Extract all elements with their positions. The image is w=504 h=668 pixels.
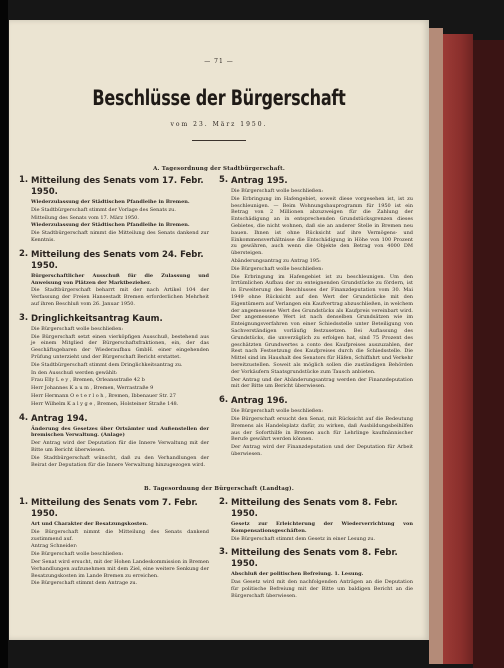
agenda-item-text: Die Bürgerschaft wolle beschließen: — [231, 188, 324, 194]
document-page — [9, 20, 429, 640]
agenda-item-number: 2. — [219, 497, 229, 507]
agenda-item — [219, 395, 413, 458]
agenda-item-text: Der Senat wird ersucht, mit der Hohen Landeskommission in Bremen Verhandlungen aufzunehmen mit dem Ziel, eine weitere Senkung der Besatzungskosten im Lande Bremen zu erreichen. — [31, 558, 209, 579]
book-binding-edge — [473, 40, 504, 668]
title-rule — [192, 140, 246, 141]
agenda-item-title: Antrag 194. — [31, 413, 88, 424]
agenda-item-number: 2. — [19, 248, 29, 259]
agenda-item-text: Abänderungsantrag zu Antrag 195: — [231, 257, 321, 264]
agenda-item-title: Antrag 196. — [231, 396, 288, 407]
agenda-item — [219, 547, 413, 599]
agenda-item-title: Antrag 195. — [231, 176, 288, 186]
agenda-item-text: Die Stadtbürgerschaft stimmt dem Dringlichkeitsantrag zu. — [31, 361, 183, 368]
agenda-item — [19, 175, 209, 244]
agenda-item-subject: Art und Charakter der Besatzungskosten. — [31, 521, 148, 527]
agenda-item-subject: Wiederzulassung der Städtischen Pfandleihe in Bremen. — [31, 222, 190, 229]
agenda-item-text: Die Bürgerschaft wolle beschließen: — [231, 408, 324, 415]
agenda-item-text: Herr Wilhelm K a l y g e , Bremen, Holsteiner Straße 148. — [31, 400, 179, 407]
agenda-item-text: In den Ausschuß werden gewählt: — [31, 369, 118, 376]
agenda-item-title: Mitteilung des Senats vom 7. Febr. 1950. — [31, 498, 198, 519]
agenda-item-number: 3. — [219, 547, 229, 558]
agenda-item-subject: Gesetz zur Erleichterung der Wiederverrichtung von Kompensationsgeschäften. — [231, 521, 413, 534]
agenda-item-text: Die Bürgerschaft wolle beschließen: — [31, 325, 124, 332]
agenda-item-number: 4. — [19, 412, 29, 423]
agenda-item-text: Die Bürgerschaft nimmt die Mitteilung des Senats dankend zustimmend auf. — [31, 528, 209, 542]
agenda-item — [19, 248, 209, 308]
agenda-item-text: Die Erbringung im Hafengebiet ist zu beschleunigen. Um den Irrtümlichen Aufbau der zu enteignenden Grundstücke zu fördern, ist in Erweiterung des Beschlusses der Finanzdeputation vom 30. Mai 1949 ohne Rücksicht auf den Wert der Grundstücke mit den Eigentümern auf Verlangen ein Kaufvertrag abzuschließen, in welchem der angemessene Wert des Grundstücks als Kaufpreis vereinbart wird. Der angemessene Wert ist nach denselben Grundsätzen wie im Enteignungsverfahren von einer Schiedsstelle unter Beteiligung von Sachverständigen vorläufig festzusetzen. Bei Auflassung des Grundstücks, die unverzüglich zu erfolgen hat, sind 75 Prozent des geschätzten Grundwertes a conto des Kaufpreises auszuzahlen, der Rest nach Festsetzung des Kaufpreises durch die Schiedsstelle. Die Mittel sind im Haushalt des Senators für Häfen, Schiffahrt und Verkehr bereitzustellen. Soweit als möglich sollen die zuständigen Behörden der Vorkäufern Staatsgrundstücke zum Tausch anbieten. — [231, 273, 413, 375]
agenda-item-text: Die Bürgerschaft wolle beschließen: — [31, 551, 124, 558]
scan-left-edge — [0, 0, 8, 668]
agenda-item-text: Herr Hermann O e t e r l o h , Bremen, Ibbenauer Str. 27 — [31, 392, 176, 399]
section-b-heading: B. Tagesordnung der Bürgerschaft (Landtag). — [144, 486, 294, 492]
agenda-item-text: Mitteilung des Senats vom 17. März 1950. — [31, 214, 139, 221]
agenda-item-title: Mitteilung des Senats vom 8. Febr. 1950. — [231, 498, 398, 519]
agenda-item-text: Die Bürgerschaft wolle beschließen: — [231, 265, 324, 272]
book-binding-inner — [429, 28, 443, 664]
agenda-item-text: Das Gesetz wird mit den nachfolgenden Anträgen an die Deputation für politische Befreiung mit der Bitte um baldigen Bericht an die Bürgerschaft überwiesen. — [231, 579, 413, 599]
agenda-item-title: Dringlichkeitsantrag Kaum. — [31, 313, 163, 324]
agenda-item-subject: Abschluß der politischen Befreiung. 1. Lesung. — [231, 571, 364, 578]
page-title: Beschlüsse der Bürgerschaft — [92, 86, 346, 110]
agenda-item-text: Die Bürgerschaft ersucht den Senat, mit Rücksicht auf die Bedeutung Bremens als Handelsplatz dafür, zu wirken, daß Ausbildungsbeihilfen aus der Soforthilfe in Bremen auch für Lehrlinge kaufmännischer Berufe gewährt werden können. — [231, 415, 413, 443]
agenda-item — [219, 175, 413, 390]
agenda-item-text: Die Stadtbürgerschaft nimmt die Mitteilung des Senats dankend zur Kenntnis. — [31, 230, 209, 243]
section-b-right-column — [219, 497, 413, 606]
page-subtitle: vom 23. März 1950. — [170, 121, 268, 128]
section-b-left-column — [19, 497, 209, 593]
agenda-item-text: Die Stadtbürgerschaft stimmt der Vorlage des Senats zu. — [31, 206, 176, 213]
agenda-item-title: Mitteilung des Senats vom 8. Febr. 1950. — [231, 548, 398, 570]
agenda-item-text: Frau Elly L e y , Bremen, Orleansstraße 42 b — [31, 377, 145, 384]
section-a-heading: A. Tagesordnung der Stadtbürgerschaft. — [153, 166, 285, 172]
agenda-item-subject: Bürgerschaftlicher Ausschuß für die Zulassung und Anweisung von Plätzen der Marktbezieher. — [31, 272, 209, 286]
book-binding-spine — [443, 34, 473, 664]
agenda-item-text: Die Bürgerschaft stimmt dem Gesetz in einer Lesung zu. — [231, 535, 376, 542]
agenda-item-number: 1. — [19, 175, 29, 185]
agenda-item-text: Antrag Schneider: — [31, 543, 78, 550]
agenda-item-text: Der Antrag und der Abänderungsantrag werden der Finanzdeputation mit der Bitte um Bericht überwiesen. — [231, 376, 413, 390]
agenda-item — [19, 412, 209, 469]
agenda-item-number: 5. — [219, 175, 229, 185]
agenda-item-text: Die Stadtbürgerschaft beharrt mit der nach Artikel 104 der Verfassung der Freien Hansestadt Bremen erforderlichen Mehrheit auf ihren Beschluß vom 26. Januar 1950. — [31, 287, 209, 307]
section-a-right-column — [219, 175, 413, 464]
agenda-item-text: Herr Johannes K a u m , Bremen, Werrastraße 9 — [31, 385, 154, 392]
agenda-item-text: Der Antrag wird der Finanzdeputation und der Deputation für Arbeit überwiesen. — [231, 444, 413, 457]
agenda-item — [19, 312, 209, 408]
agenda-item-subject: Wiederzulassung der Städtischen Pfandleihe in Bremen. — [31, 199, 190, 205]
section-a-left-column — [19, 175, 209, 474]
agenda-item-text: Die Bürgerschaft stimmt dem Antrage zu. — [31, 580, 138, 587]
agenda-item-text: Die Stadtbürgerschaft wünscht, daß zu den Verhandlungen der Beirat der Deputation für die Innere Verwaltung hinzugezogen wird. — [31, 454, 209, 468]
agenda-item-subject: Änderung des Gesetzes über Ortsämter und Außenstellen der bremischen Verwaltung. (Anlage) — [31, 425, 209, 439]
agenda-item-number: 6. — [219, 395, 229, 406]
page-number: — 71 — — [204, 58, 234, 65]
agenda-item-title: Mitteilung des Senats vom 17. Febr. 1950. — [31, 176, 204, 197]
agenda-item — [219, 497, 413, 542]
agenda-item — [19, 497, 209, 587]
agenda-item-text: Die Bürgerschaft setzt einen vierköpfigen Ausschuß, bestehend aus je einem Mitglied der Bürgerschaftsfraktionen, ein, der das Geschäftsgebaren der Wiederaufbau GmbH. einer eingehenden Prüfung unterzieht und der Bürgerschaft Bericht erstattet. — [31, 333, 209, 360]
agenda-item-number: 3. — [19, 312, 29, 323]
agenda-item-number: 1. — [19, 497, 29, 507]
agenda-item-title: Mitteilung des Senats vom 24. Febr. 1950. — [31, 249, 204, 271]
agenda-item-text: Die Erbringung im Hafengebiet, soweit diese vorgesehen ist, ist zu beschleunigen. — Beim Wohnungsbauprogramm für 1950 ist ein Betrag von 2 Millionen abzuzweigen für die Zahlung der Entschädigung an in entsprechenden Grundstücksgrenzen dieses Gebietes, die nicht wohnen, daß sie an anderer Stelle in Bremen neu bauen. Ihnen ist ohne Rücksicht auf ihre Vermögens- und Einkommensverhältnisse die Entschädigung in Höhe von 100 Prozent zu gewähren, auch wenn die Objekte den Betrag von 4000 DM übersteigen. — [231, 195, 413, 257]
agenda-item-text: Der Antrag wird der Deputation für die Innere Verwaltung mit der Bitte um Bericht überwiesen. — [31, 440, 209, 453]
